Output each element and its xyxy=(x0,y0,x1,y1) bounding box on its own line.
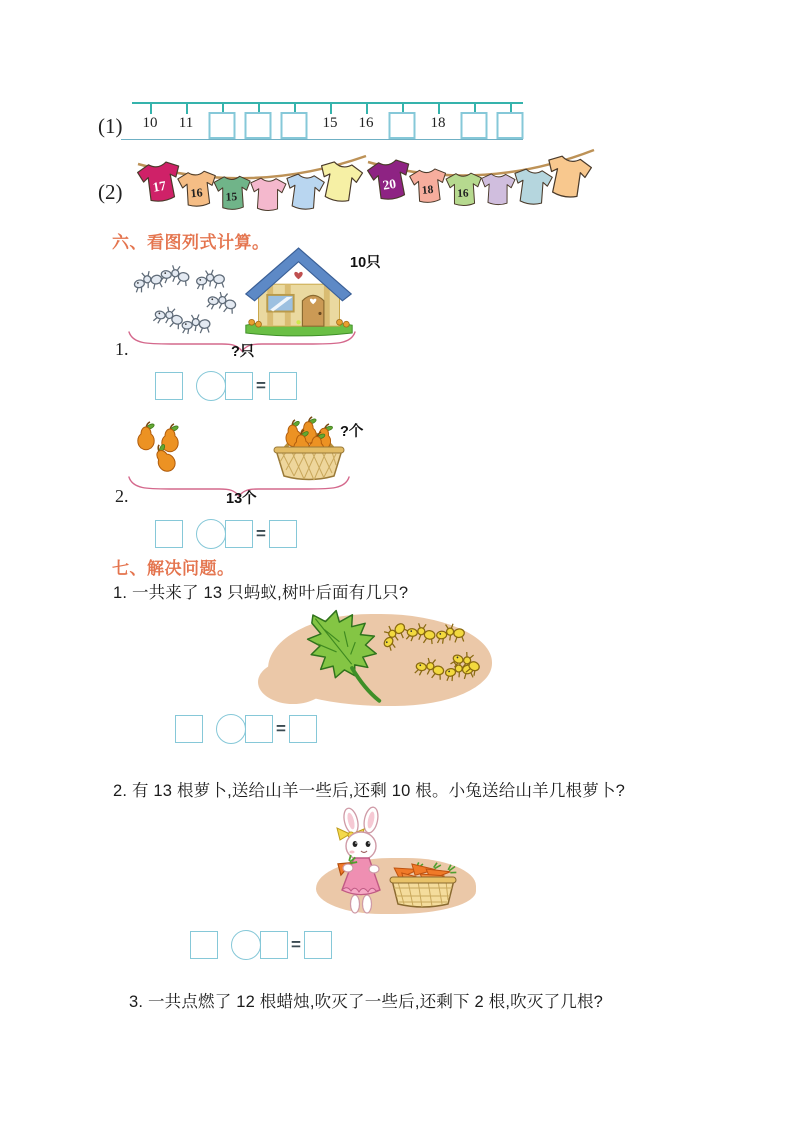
number-line-label: 16 xyxy=(358,115,374,131)
number-line-answer-box[interactable] xyxy=(389,112,416,139)
number-line-answer-box[interactable] xyxy=(245,112,272,139)
number-line-label: 18 xyxy=(430,115,446,131)
equals-sign: = xyxy=(256,376,266,395)
basket-count-label: ?个 xyxy=(340,424,364,440)
number-line-underline xyxy=(121,139,523,140)
shirt-icon[interactable] xyxy=(537,148,599,205)
equation-row-3 xyxy=(175,714,317,744)
house-icon xyxy=(238,245,360,339)
number-line-answer-box[interactable] xyxy=(497,112,524,139)
number-line-answer-box[interactable] xyxy=(281,112,308,139)
rabbit-icon xyxy=(330,806,394,918)
clothesline-left xyxy=(136,150,368,226)
section-six-title: 六、看图列式计算。 xyxy=(112,233,270,252)
equation-row-4 xyxy=(190,930,332,960)
problem-6-1-number: 1. xyxy=(115,339,129,359)
number-line-label: 15 xyxy=(322,115,338,131)
brace-count-label: ?只 xyxy=(231,344,255,360)
ants-illustration xyxy=(360,608,492,706)
equation-first-box[interactable] xyxy=(155,520,183,548)
equation-row-2 xyxy=(155,519,297,549)
svg-text:16: 16 xyxy=(189,185,204,201)
equation-operator-circle[interactable] xyxy=(231,930,261,960)
section-seven-title: 七、解决问题。 xyxy=(112,559,235,578)
number-line-answer-box[interactable] xyxy=(461,112,488,139)
problem-6-2-number: 2. xyxy=(115,486,129,506)
item-2-label: (2) xyxy=(98,180,123,204)
svg-text:16: 16 xyxy=(457,187,469,200)
problem-7-1-text: 1. 一共来了 13 只蚂蚁,树叶后面有几只? xyxy=(113,584,409,602)
equation-operator-circle[interactable] xyxy=(196,371,226,401)
svg-text:18: 18 xyxy=(421,182,434,197)
clothesline-right xyxy=(366,146,598,222)
problem-7-3-text: 3. 一共点燃了 12 根蜡烛,吹灭了一些后,还剩下 2 根,吹灭了几根? xyxy=(129,993,604,1011)
equals-sign: = xyxy=(291,935,301,954)
equation-second-box[interactable] xyxy=(225,372,253,400)
equation-result-box[interactable] xyxy=(269,372,297,400)
equation-second-box[interactable] xyxy=(260,931,288,959)
item-1-label: (1) xyxy=(98,114,123,138)
pear-icon xyxy=(138,422,155,450)
equation-row-1 xyxy=(155,371,297,401)
svg-text:15: 15 xyxy=(225,190,238,204)
equation-operator-circle[interactable] xyxy=(216,714,246,744)
number-line-items xyxy=(132,112,523,142)
equals-sign: = xyxy=(256,524,266,543)
equation-result-box[interactable] xyxy=(304,931,332,959)
house-count-label: 10只 xyxy=(350,255,381,271)
brace-count-label: 13个 xyxy=(226,491,257,507)
equation-result-box[interactable] xyxy=(269,520,297,548)
svg-text:20: 20 xyxy=(381,175,398,193)
number-line-label: 11 xyxy=(178,115,194,131)
carrot-basket-icon xyxy=(386,858,460,910)
equation-second-box[interactable] xyxy=(245,715,273,743)
equation-first-box[interactable] xyxy=(190,931,218,959)
pear-basket-icon xyxy=(268,410,350,482)
equation-result-box[interactable] xyxy=(289,715,317,743)
equation-second-box[interactable] xyxy=(225,520,253,548)
equation-first-box[interactable] xyxy=(175,715,203,743)
equation-first-box[interactable] xyxy=(155,372,183,400)
problem-7-2-text: 2. 有 13 根萝卜,送给山羊一些后,还剩 10 根。小兔送给山羊几根萝卜? xyxy=(113,782,626,800)
equation-operator-circle[interactable] xyxy=(196,519,226,549)
svg-text:17: 17 xyxy=(151,177,168,195)
equals-sign: = xyxy=(276,719,286,738)
number-line-label: 10 xyxy=(142,115,158,131)
number-line-answer-box[interactable] xyxy=(209,112,236,139)
